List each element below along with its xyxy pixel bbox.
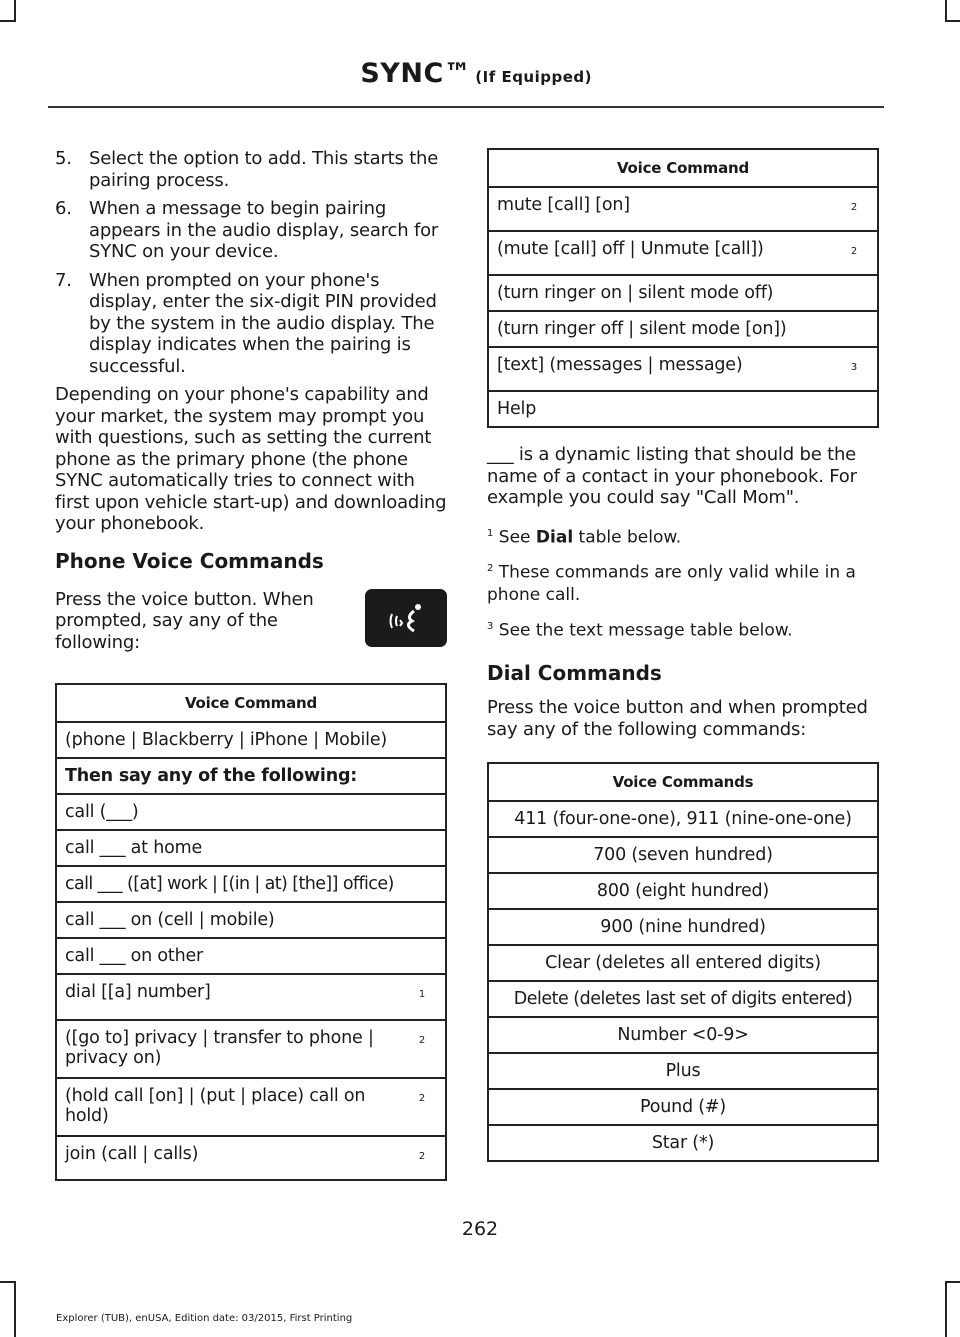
footnote-2: $^2$ These commands are only valid while in a phone call. bbox=[487, 562, 856, 605]
table-row: Delete (deletes last set of digits entered) bbox=[488, 981, 878, 1017]
table-row: (hold call [on] | (put | place) call on hold) 2 bbox=[56, 1078, 446, 1136]
crop-mark bbox=[945, 20, 960, 22]
section-heading-dial: Dial Commands bbox=[487, 661, 662, 686]
crop-mark bbox=[945, 1281, 947, 1337]
capability-paragraph: Depending on your phone's capability and your market, the system may prompt you with questions, such as setting the current phone as the primary phone (the phone SYNC automatically tries to connect with first upon vehicle start-up) and downloading your phonebook. bbox=[55, 384, 447, 534]
section-heading-phone: Phone Voice Commands bbox=[55, 548, 324, 573]
footnote-marker: 2 bbox=[850, 202, 857, 213]
dial-command-table bbox=[487, 762, 879, 1162]
table-row: Plus bbox=[488, 1053, 878, 1089]
table-header: Voice Commands bbox=[488, 763, 878, 801]
dynamic-listing-note: ___ is a dynamic listing that should be the name of a contact in your phonebook. For example you could say "Call Mom". bbox=[487, 444, 857, 508]
table-row: call ___ ([at] work | [(in | at) [the]] office) bbox=[56, 866, 446, 902]
voice-command-icon bbox=[365, 589, 447, 647]
crop-mark bbox=[0, 1281, 16, 1283]
crop-mark bbox=[0, 20, 16, 22]
left-column bbox=[55, 148, 447, 1181]
table-row: dial [[a] number] 1 bbox=[56, 974, 446, 1020]
dial-intro: Press the voice button and when prompted say any of the following commands: bbox=[487, 697, 868, 740]
table-header: Voice Command bbox=[56, 684, 446, 722]
crop-mark bbox=[14, 0, 16, 22]
table-row: (turn ringer on | silent mode off) bbox=[488, 275, 878, 311]
table-row: Star (*) bbox=[488, 1125, 878, 1161]
table-row: mute [call] [on] 2 bbox=[488, 187, 878, 231]
table-row: ([go to] privacy | transfer to phone | privacy on) 2 bbox=[56, 1020, 446, 1078]
pairing-steps bbox=[55, 148, 447, 377]
print-footer: Explorer (TUB), enUSA, Edition date: 03/2015, First Printing bbox=[56, 1313, 353, 1324]
table-row: 900 (nine hundred) bbox=[488, 909, 878, 945]
table-row: call ___ on other bbox=[56, 938, 446, 974]
table-row: (turn ringer off | silent mode [on]) bbox=[488, 311, 878, 347]
header-subtitle: (If Equipped) bbox=[475, 68, 592, 86]
table-row: 700 (seven hundred) bbox=[488, 837, 878, 873]
table-row: Then say any of the following: bbox=[56, 758, 446, 794]
table-row: 411 (four-one-one), 911 (nine-one-one) bbox=[488, 801, 878, 837]
phone-command-table bbox=[55, 683, 447, 1181]
page-header bbox=[360, 58, 592, 89]
step-item: 6. When a message to begin pairing appears in the audio display, search for SYNC on your device. bbox=[55, 198, 439, 262]
footnote-marker: 2 bbox=[850, 246, 857, 257]
footnote-3: $^3$ See the text message table below. bbox=[487, 620, 793, 641]
table-row: call ___ on (cell | mobile) bbox=[56, 902, 446, 938]
table-row: Number <0-9> bbox=[488, 1017, 878, 1053]
footnote-marker: 2 bbox=[418, 1035, 425, 1046]
page-number: 262 bbox=[461, 1218, 499, 1240]
voice-instruction bbox=[55, 589, 447, 654]
header-divider bbox=[48, 106, 884, 108]
footnote-marker: 1 bbox=[418, 989, 425, 1000]
crop-mark bbox=[945, 0, 947, 22]
crop-mark bbox=[14, 1281, 16, 1337]
table-row: Help bbox=[488, 391, 878, 427]
crop-mark bbox=[945, 1281, 960, 1283]
footnote-marker: 2 bbox=[418, 1151, 425, 1162]
table-row: call ___ at home bbox=[56, 830, 446, 866]
footnote-marker: 3 bbox=[850, 362, 857, 373]
header-title: SYNC™ bbox=[360, 58, 472, 89]
footnote-marker: 2 bbox=[418, 1093, 425, 1104]
right-column bbox=[487, 148, 879, 1162]
table-row: [text] (messages | message) 3 bbox=[488, 347, 878, 391]
table-row: join (call | calls) 2 bbox=[56, 1136, 446, 1180]
table-row: Pound (#) bbox=[488, 1089, 878, 1125]
phone-command-table-continued bbox=[487, 148, 879, 428]
table-row: 800 (eight hundred) bbox=[488, 873, 878, 909]
voice-intro: Press the voice button. When prompted, say any of the following: bbox=[55, 588, 314, 653]
table-row: call (___) bbox=[56, 794, 446, 830]
table-row: Clear (deletes all entered digits) bbox=[488, 945, 878, 981]
table-row: (phone | Blackberry | iPhone | Mobile) bbox=[56, 722, 446, 758]
step-item: 7. When prompted on your phone's display, enter the six-digit PIN provided by the system in the audio display. The display indicates when the pairing is successful. bbox=[55, 269, 437, 377]
table-header: Voice Command bbox=[488, 149, 878, 187]
table-row: (mute [call] off | Unmute [call]) 2 bbox=[488, 231, 878, 275]
footnote-1: $^1$ See Dial table below. bbox=[487, 527, 682, 548]
step-item: 5. Select the option to add. This starts the pairing process. bbox=[55, 148, 439, 191]
